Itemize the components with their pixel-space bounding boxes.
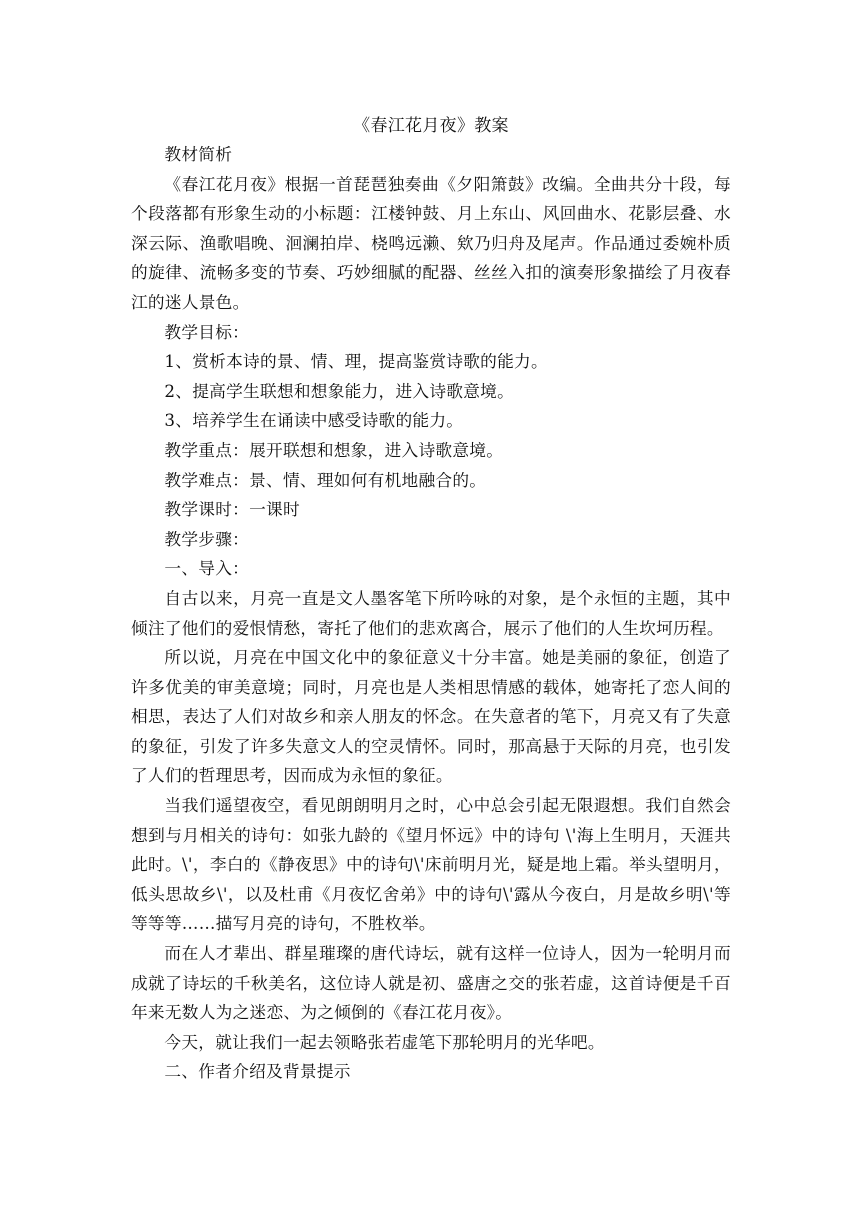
goal-item-1: 1、赏析本诗的景、情、理，提高鉴赏诗歌的能力。 [164,351,548,372]
steps-heading: 教学步骤： [164,528,250,549]
class-hours-line: 教学课时：一课时 [164,499,300,520]
goal-item-2: 2、提高学生联想和想象能力，进入诗歌意境。 [164,380,515,401]
intro-paragraph-4: 而在人才辈出、群星璀璨的唐代诗坛，就有这样一位诗人，因为一轮明月而成就了诗坛的千秋美名，这位诗人就是初、盛唐之交的张若虚，这首诗便是千百年来无数人为之迷恋、为之倾倒的《春江花月夜》。 [131,943,731,1023]
goal-item-3: 3、培养学生在诵读中感受诗歌的能力。 [164,410,464,431]
document-body [131,112,731,1087]
document-title: 《春江花月夜》教案 [353,116,509,136]
intro-paragraph-3: 当我们遥望夜空，看见朗朗明月之时，心中总会引起无限遐想。我们自然会想到与月相关的诗句：如张九龄的《望月怀远》中的诗句 \'海上生明月，天涯共此时。\'，李白的《静夜思》中的诗句\'床前明月光，疑是地上霜。举头望明月，低头思故乡\'，以及杜甫《月夜忆舍弟》中的诗句\'露从今夜白，月是故乡明\'等等等等……描写月亮的诗句，不胜枚举。 [131,795,731,934]
key-point-line: 教学重点：展开联想和想象，进入诗歌意境。 [164,439,504,460]
step-1-heading: 一、导入： [164,558,250,579]
difficulty-line: 教学难点：景、情、理如何有机地融合的。 [164,469,487,490]
intro-paragraph-2: 所以说，月亮在中国文化中的象征意义十分丰富。她是美丽的象征，创造了许多优美的审美意境；同时，月亮也是人类相思情感的载体，她寄托了恋人间的相思，表达了人们对故乡和亲人朋友的怀念。在失意者的笔下，月亮又有了失意的象征，引发了许多失意文人的空灵情怀。同时，那高悬于天际的月亮，也引发了人们的哲理思考，因而成为永恒的象征。 [131,647,731,786]
section-analysis-heading: 教材简析 [164,144,233,164]
intro-paragraph-5: 今天，就让我们一起去领略张若虚笔下那轮明月的光华吧。 [164,1031,605,1052]
goals-heading: 教学目标： [164,321,250,342]
analysis-paragraph: 《春江花月夜》根据一首琵琶独奏曲《夕阳箫鼓》改编。全曲共分十段，每个段落都有形象生动的小标题：江楼钟鼓、月上东山、风回曲水、花影层叠、水深云际、渔歌唱晚、洄澜拍岸、桡鸣远濑、欸乃归舟及尾声。作品通过委婉朴质的旋律、流畅多变的节奏、巧妙细腻的配器、丝丝入扣的演奏形象描绘了月夜春江的迷人景色。 [131,173,731,312]
step-2-heading: 二、作者介绍及背景提示 [164,1061,351,1082]
intro-paragraph-1: 自古以来，月亮一直是文人墨客笔下所吟咏的对象，是个永恒的主题，其中倾注了他们的爱恨情愁，寄托了他们的悲欢离合，展示了他们的人生坎坷历程。 [131,587,731,638]
